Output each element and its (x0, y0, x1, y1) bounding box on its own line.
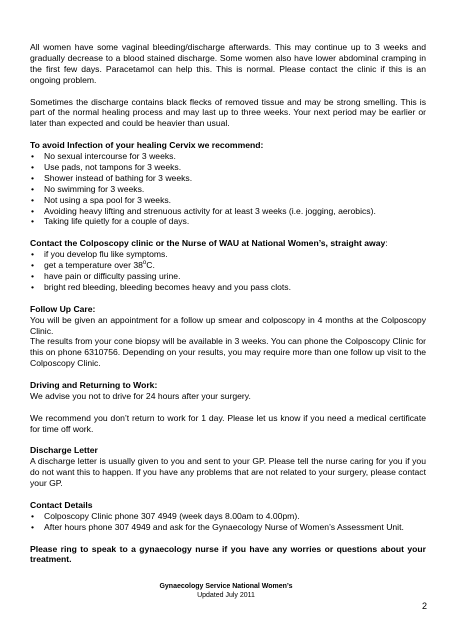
page-footer (0, 583, 452, 600)
closing-paragraph: Please ring to speak to a gynaecology nurse if you have any worries or questions about your treatment. (30, 543, 426, 565)
follow-up-paragraph-2: The results from your cone biopsy will be available in 3 weeks. You can phone the Colposcopy Clinic for this on phone 6310756. Depending on your results, you may require more than one follow up visit to the Colposcopy Clinic. (30, 336, 426, 369)
list-item: • Taking life quietly for a couple of days. (30, 216, 426, 227)
contact-clinic-heading-text: Contact the Colposcopy clinic or the Nurse of WAU at National Women’s, straight away (30, 238, 386, 249)
driving-heading: Driving and Returning to Work: (30, 380, 158, 391)
temperature-unit: C. (146, 260, 155, 271)
list-item: • have pain or difficulty passing urine. (30, 271, 426, 282)
follow-up-paragraph-1: You will be given an appointment for a follow up smear and colposcopy in 4 months at the Colposcopy Clinic. (30, 314, 426, 336)
discharge-letter-heading: Discharge Letter (30, 445, 98, 456)
list-item: • Not using a spa pool for 3 weeks. (30, 195, 426, 206)
driving-paragraph-1: We advise you not to drive for 24 hours after your surgery. (30, 390, 251, 401)
list-item (30, 260, 426, 271)
document-body (30, 42, 426, 576)
list-item: • Shower instead of bathing for 3 weeks. (30, 173, 426, 184)
list-item: • No sexual intercourse for 3 weeks. (30, 151, 426, 162)
contact-clinic-heading-colon: : (385, 238, 388, 249)
contact-details-list (30, 511, 426, 533)
contact-clinic-list (30, 249, 426, 293)
page-number: 2 (421, 601, 427, 611)
intro-paragraph: All women have some vaginal bleeding/discharge afterwards. This may continue up to 3 weeks and gradually decrease to a blood stained discharge. Some women also have lower abdominal cramping in the first few days. Paracetamol can help this. This is normal. Please contact the clinic if this is an ongoing problem. (30, 42, 426, 85)
list-item: • if you develop flu like symptoms. (30, 249, 426, 260)
contact-clinic-heading (30, 238, 426, 249)
list-item: • Colposcopy Clinic phone 307 4949 (week days 8.00am to 4.00pm). (30, 511, 426, 522)
follow-up-heading: Follow Up Care: (30, 303, 96, 314)
footer-title: Gynaecology Service National Women’s (159, 583, 293, 590)
list-item: • Use pads, not tampons for 3 weeks. (30, 162, 426, 173)
list-item: • After hours phone 307 4949 and ask for the Gynaecology Nurse of Women’s Assessment Unit. (30, 522, 426, 533)
discharge-letter-paragraph: A discharge letter is usually given to you and sent to your GP. Please tell the nurse caring for you if you do not want this to happen. If you have any problems that are not related to your surgery, please contact your GP. (30, 456, 426, 489)
infection-heading: To avoid Infection of your healing Cervix we recommend: (30, 140, 264, 151)
list-item: • No swimming for 3 weeks. (30, 184, 426, 195)
footer-updated: Updated July 2011 (197, 591, 255, 599)
discharge-note-paragraph: Sometimes the discharge contains black flecks of removed tissue and may be strong smelling. This is part of the normal healing process and may last up to three weeks. Your next period may be earlier or later than expected and could be heavier than usual. (30, 96, 426, 129)
list-item: • bright red bleeding, bleeding becomes heavy and you pass clots. (30, 282, 426, 293)
temperature-text: get a temperature over 38 (44, 260, 143, 271)
driving-paragraph-2: We recommend you don’t return to work for 1 day. Please let us know if you need a medical certificate for time off work. (30, 412, 426, 434)
list-item: • Avoiding heavy lifting and strenuous activity for at least 3 weeks (i.e. jogging, aerobics). (30, 206, 426, 217)
temperature-degree: o (142, 260, 147, 267)
infection-list (30, 151, 426, 227)
contact-details-heading: Contact Details (30, 499, 93, 510)
